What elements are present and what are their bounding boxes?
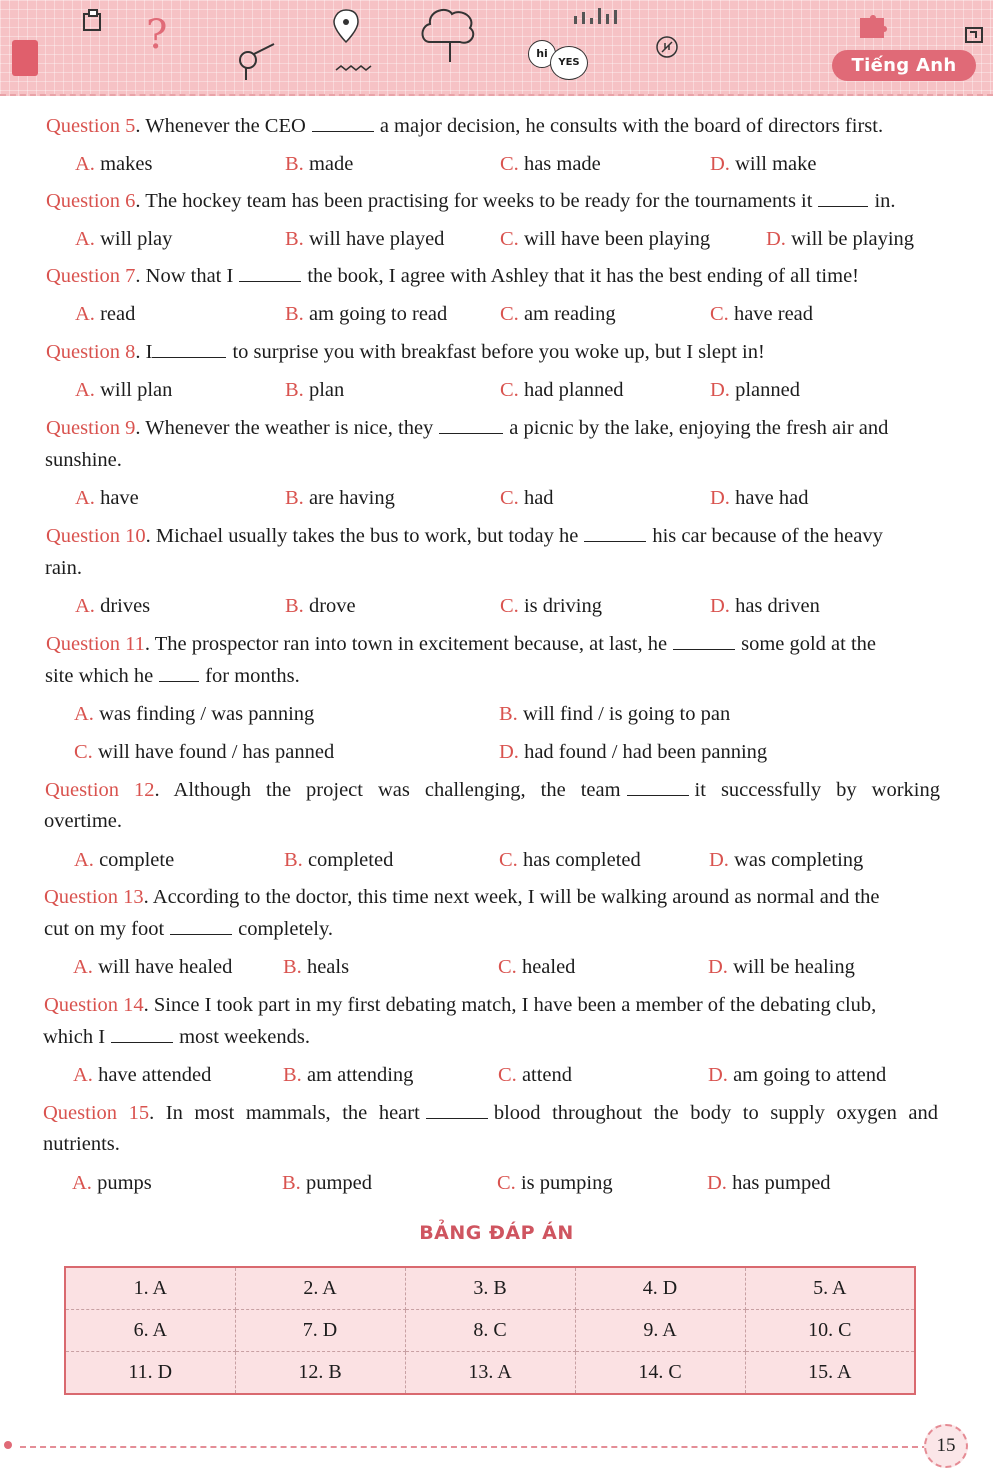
option-a: A. pumps — [72, 1172, 152, 1194]
option-b: B. am going to read — [285, 303, 448, 325]
magnifier-icon — [228, 42, 284, 82]
answer-blank — [439, 432, 503, 434]
option-d: D. was completing — [709, 849, 864, 871]
option-d: D. has driven — [710, 595, 820, 617]
answer-blank — [426, 1117, 488, 1119]
chat-bubbles-icon — [526, 38, 592, 82]
option-a: A. have attended — [73, 1064, 212, 1086]
question-10: Question 10. Michael usually takes the bus to work, but today he his car because of the heavy — [46, 525, 883, 547]
answer-cell: 1. A — [65, 1267, 235, 1310]
answer-cell: 6. A — [65, 1310, 235, 1352]
answer-cell: 3. B — [405, 1267, 575, 1310]
question-15: Question 15. In most mammals, the heart blood throughout the body to supply oxygen and — [43, 1102, 938, 1124]
question-10-continued: rain. — [45, 557, 82, 579]
footer-divider — [20, 1446, 928, 1448]
answer-cell: 10. C — [745, 1310, 915, 1352]
option-c: C. has completed — [499, 849, 641, 871]
option-b: B. plan — [285, 379, 345, 401]
option-b: B. are having — [285, 487, 395, 509]
option-c: C. will have found / has panned — [74, 741, 335, 763]
answer-cell: 4. D — [575, 1267, 745, 1310]
option-a: A. will have healed — [73, 956, 233, 978]
leaf-icon — [654, 34, 680, 60]
option-b: B. heals — [283, 956, 350, 978]
question-11: Question 11. The prospector ran into town in excitement because, at last, he some gold at the — [46, 633, 877, 655]
option-b: B. pumped — [282, 1172, 372, 1194]
option-a: A. makes — [75, 153, 153, 175]
option-d: D. will make — [710, 153, 817, 175]
option-a: A. read — [75, 303, 136, 325]
question-text: . Whenever the CEO — [135, 115, 306, 137]
answer-cell: 9. A — [575, 1310, 745, 1352]
svg-text:?: ? — [146, 12, 168, 56]
puzzle-icon — [858, 14, 888, 40]
option-a: A. have — [75, 487, 139, 509]
question-9: Question 9. Whenever the weather is nice, they a picnic by the lake, enjoying the fresh air and — [46, 417, 889, 439]
location-pin-icon — [332, 8, 382, 78]
option-d: C. have read — [710, 303, 814, 325]
option-c: C. had — [500, 487, 554, 509]
yes-bubble: YES — [550, 46, 588, 80]
question-13: Question 13. According to the doctor, this time next week, I will be walking around as normal and the — [44, 886, 880, 908]
bar-chart-icon — [570, 6, 626, 26]
answer-cell: 5. A — [745, 1267, 915, 1310]
table-row — [65, 1267, 915, 1310]
question-label: Question 5 — [46, 115, 136, 137]
answer-key-table — [64, 1266, 916, 1395]
answer-blank — [152, 356, 226, 358]
question-12: Question 12. Although the project was challenging, the team it successfully by working — [45, 779, 940, 801]
answer-cell: 7. D — [235, 1310, 405, 1352]
answer-key-title: BẢNG ĐÁP ÁN — [419, 1222, 574, 1244]
tree-icon — [418, 4, 480, 64]
answer-blank — [170, 933, 232, 935]
answer-cell: 12. B — [235, 1352, 405, 1395]
option-a: A. complete — [74, 849, 175, 871]
option-a: A. was finding / was panning — [74, 703, 315, 725]
option-d: D. will be healing — [708, 956, 855, 978]
option-d: D. am going to attend — [708, 1064, 887, 1086]
option-a: A. will plan — [75, 379, 173, 401]
answer-blank — [673, 648, 735, 650]
hi-bubble: hi — [528, 40, 556, 68]
answer-cell: 13. A — [405, 1352, 575, 1395]
option-c: C. healed — [498, 956, 576, 978]
option-d: D. has pumped — [707, 1172, 831, 1194]
option-d: D. will be playing — [766, 228, 915, 250]
clipboard-icon — [80, 6, 108, 34]
question-6: Question 6. The hockey team has been practising for weeks to be ready for the tournaments it in. — [46, 190, 896, 212]
side-tab-marker — [12, 40, 38, 76]
question-14: Question 14. Since I took part in my first debating match, I have been a member of the debating club, — [44, 994, 877, 1016]
answer-cell: 11. D — [65, 1352, 235, 1395]
question-12-continued: overtime. — [44, 810, 122, 832]
option-d: D. planned — [710, 379, 800, 401]
answer-cell: 15. A — [808, 1361, 852, 1383]
table-row — [65, 1310, 915, 1352]
footer-dot — [4, 1441, 12, 1449]
option-b: B. completed — [284, 849, 394, 871]
option-d: D. have had — [710, 487, 809, 509]
answer-blank — [239, 280, 301, 282]
option-c: C. had planned — [500, 379, 624, 401]
answer-blank — [627, 794, 689, 796]
answer-blank — [584, 540, 646, 542]
answer-cell: 14. C — [575, 1352, 745, 1395]
answer-cell: 8. C — [405, 1310, 575, 1352]
option-a: A. drives — [75, 595, 151, 617]
table-row — [65, 1352, 915, 1395]
option-b: B. drove — [285, 595, 356, 617]
answer-blank — [312, 130, 374, 132]
option-b: B. will have played — [285, 228, 445, 250]
option-a: A. will play — [75, 228, 173, 250]
page-header — [0, 0, 993, 96]
question-13-continued: cut on my foot completely. — [44, 918, 334, 940]
answer-blank — [818, 205, 868, 207]
page-number: 15 — [924, 1424, 968, 1468]
option-d: D. had found / had been panning — [499, 741, 768, 763]
subject-label: Tiếng Anh — [832, 50, 976, 81]
option-b: B. am attending — [283, 1064, 414, 1086]
question-8: Question 8. I to surprise you with breakfast before you woke up, but I slept in! — [46, 341, 765, 363]
question-5 — [46, 111, 883, 142]
option-c: C. is driving — [500, 595, 602, 617]
question-mark-icon — [144, 12, 172, 56]
answer-blank — [159, 680, 199, 682]
question-11-continued: site which he for months. — [45, 665, 300, 687]
question-15-continued: nutrients. — [43, 1133, 120, 1155]
option-c: C. will have been playing — [500, 228, 711, 250]
question-9-continued: sunshine. — [45, 449, 122, 471]
option-b: B. will find / is going to pan — [499, 703, 731, 725]
option-c: C. is pumping — [497, 1172, 613, 1194]
answer-blank — [111, 1041, 173, 1043]
option-b: B. made — [285, 153, 354, 175]
option-c: C. has made — [500, 153, 601, 175]
question-7: Question 7. Now that I the book, I agree with Ashley that it has the best ending of all time! — [46, 265, 860, 287]
answer-cell: 2. A — [235, 1267, 405, 1310]
option-c: C. am reading — [500, 303, 616, 325]
option-c: C. attend — [498, 1064, 573, 1086]
question-14-continued: which I most weekends. — [43, 1026, 311, 1048]
corner-icon — [964, 26, 986, 46]
question-text-after: a major decision, he consults with the board of directors first. — [379, 115, 884, 137]
